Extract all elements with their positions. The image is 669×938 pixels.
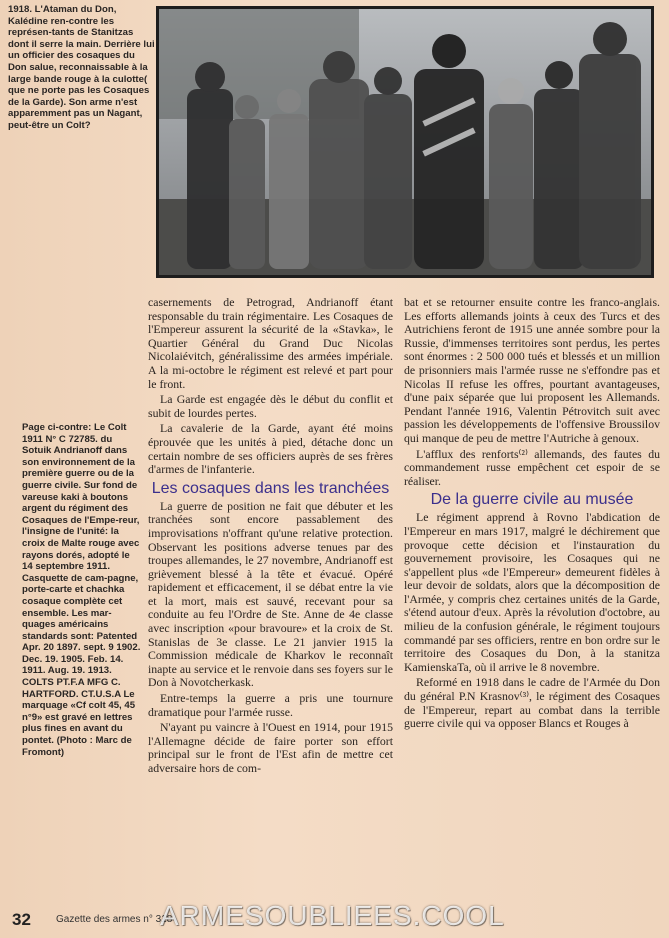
magazine-title: Gazette des armes n° 318 [56, 914, 173, 925]
paragraph: bat et se retourner ensuite contre les franco-anglais. Les efforts allemands joints à ceux des Turcs et des Autrichiens feront de 1915 une année sombre pour la Russie, d'immenses territoires sont perdus, les pertes sont énormes : 2 500 000 tués et blessés et un million de prisonniers mais l'armée russe ne s'effondre pas et Nicolas II refuse les offres, pourtant avantageuses, d'une paix séparée que lui proposent les Allemands. Pendant l'année 1916, Valentin Pétrovitch suit avec passion les développements de l'offensive Broussilov qui manque de peu de mettre l'Autriche à genoux. [404, 295, 660, 445]
paragraph: La cavalerie de la Garde, ayant été moins éprouvée que les unités à pied, détache donc un certain nombre de ses officiers auprès de ses frères d'armes de l'infanterie. [148, 421, 393, 477]
photo-illustration [159, 9, 651, 275]
paragraph: Entre-temps la guerre a pris une tournure dramatique pour l'armée russe. [148, 691, 393, 719]
paragraph: N'ayant pu vaincre à l'Ouest en 1914, pour 1915 l'Allemagne décide de faire porter son effort principal sur le front de l'Est afin de mettre cet adversaire hors de com- [148, 720, 393, 775]
photo-caption: 1918. L'Ataman du Don, Kalédine ren-contre les représen-tants de Stanitzas dont il serre la main. Derrière lui un officier des cosaques du Don salue, reconnaissable à la large bande rouge à la culotte( que ne porte pas les Cosaques de la Garde). Son arme n'est apparemment pas un Nagant, peut-être un Colt? [8, 4, 155, 131]
paragraph: La guerre de position ne fait que débuter et les tranchées sont encore passablement des improvisations n'offrant qu'une relative protection. Observant les positions adverse tenues par des troupes allemandes, le 27 novembre, Andrianoff est grièvement blessé à la tête et évacué. Opéré rapidement et efficacement, il se débat entre la vie et la mort, mais est sauvé, recevant pour sa conduite au feu l'Ordre de Ste. Anne de 4e classe avec inscription «pour bravoure» et la croix de St. Stanislas de 3e classe. Le 21 janvier 1915 la Commission médicale de Kharkov le reconnaît inapte au service et le renvoie dans ses foyers sur le Don à Novotcherkask. [148, 498, 393, 690]
text-column-right [404, 296, 660, 733]
section-heading: De la guerre civile au musée [430, 491, 634, 509]
paragraph: casernements de Petrograd, Andrianoff étant responsable du train régimentaire. Les Cosaques de l'Empereur assurent la sécurité de la «Stavka», le Quartier Général du Grand Duc Nicolas Nicolaiévitch, généralissime des armées impériale. A la mi-octobre le régiment est relevé et part pour le front. [148, 295, 393, 391]
paragraph: Reformé en 1918 dans le cadre de l'Armée du Don du général P.N Krasnov⁽³⁾, le régiment des Cosaques de l'Empereur, repart au combat dans la terrible guerre civile qui va opposer Blancs et Rouges à [404, 675, 660, 731]
side-caption: Page ci-contre: Le Colt 1911 N° C 72785. du Sotuik Andrianoff dans son environnement de la première guerre ou de la guerre civile. Sur fond de vareuse kaki à boutons argent du régiment des Cosaques de l'Empe-reur, l'insigne de l'unité: la croix de Malte rouge avec rayons dorés, adopté le 14 septembre 1911. Casquette de cam-pagne, porte-carte et chachka cosaque complète cet ensemble. Les mar-quages américains standards sont: Patented Apr. 20 1897. sept. 9 1902. Dec. 19. 1905. Feb. 14. 1911. Aug. 19. 1913. COLTS PT.F.A MFG C. HARTFORD. CT.U.S.A Le marquage «Cf colt 45, 45 n°9» est gravé en lettres plus fines en avant du pontet. (Photo : Marc de Fromont) [22, 422, 141, 758]
section-heading: Les cosaques dans les tranchées [151, 479, 390, 497]
text-column-left [148, 296, 393, 778]
historical-photo [156, 6, 654, 278]
paragraph: La Garde est engagée dès le début du conflit et subit de lourdes pertes. [148, 392, 393, 420]
watermark: ARMESOUBLIEES.COOL [160, 900, 505, 931]
page-footer [8, 900, 668, 934]
paragraph: Le régiment apprend à Rovno l'abdication de l'Empereur en mars 1917, malgré le déchirement que provoque cette décision et l'instauration du gouvernement provisoire, les Cosaques qui ne s'appellent plus «de l'Empereur» demeurent fidèles à leur devoir de soldats, alors que la décomposition de l'Armée, y compris chez certaines unités de la Garde, s'étend autour d'eux. Après la révolution d'octobre, au milieu de la confusion générale, le régiment toujours commandé par ses officiers, rentre en bon ordre sur le territoire des Cosaques du Don, à la stanitza KamienskaTa, où il arrive le 8 novembre. [404, 510, 660, 674]
page-number: 32 [12, 910, 31, 929]
paragraph: L'afflux des renforts⁽²⁾ allemands, des fautes du commandement russe empêchent cet espoir de se réaliser. [404, 446, 660, 488]
